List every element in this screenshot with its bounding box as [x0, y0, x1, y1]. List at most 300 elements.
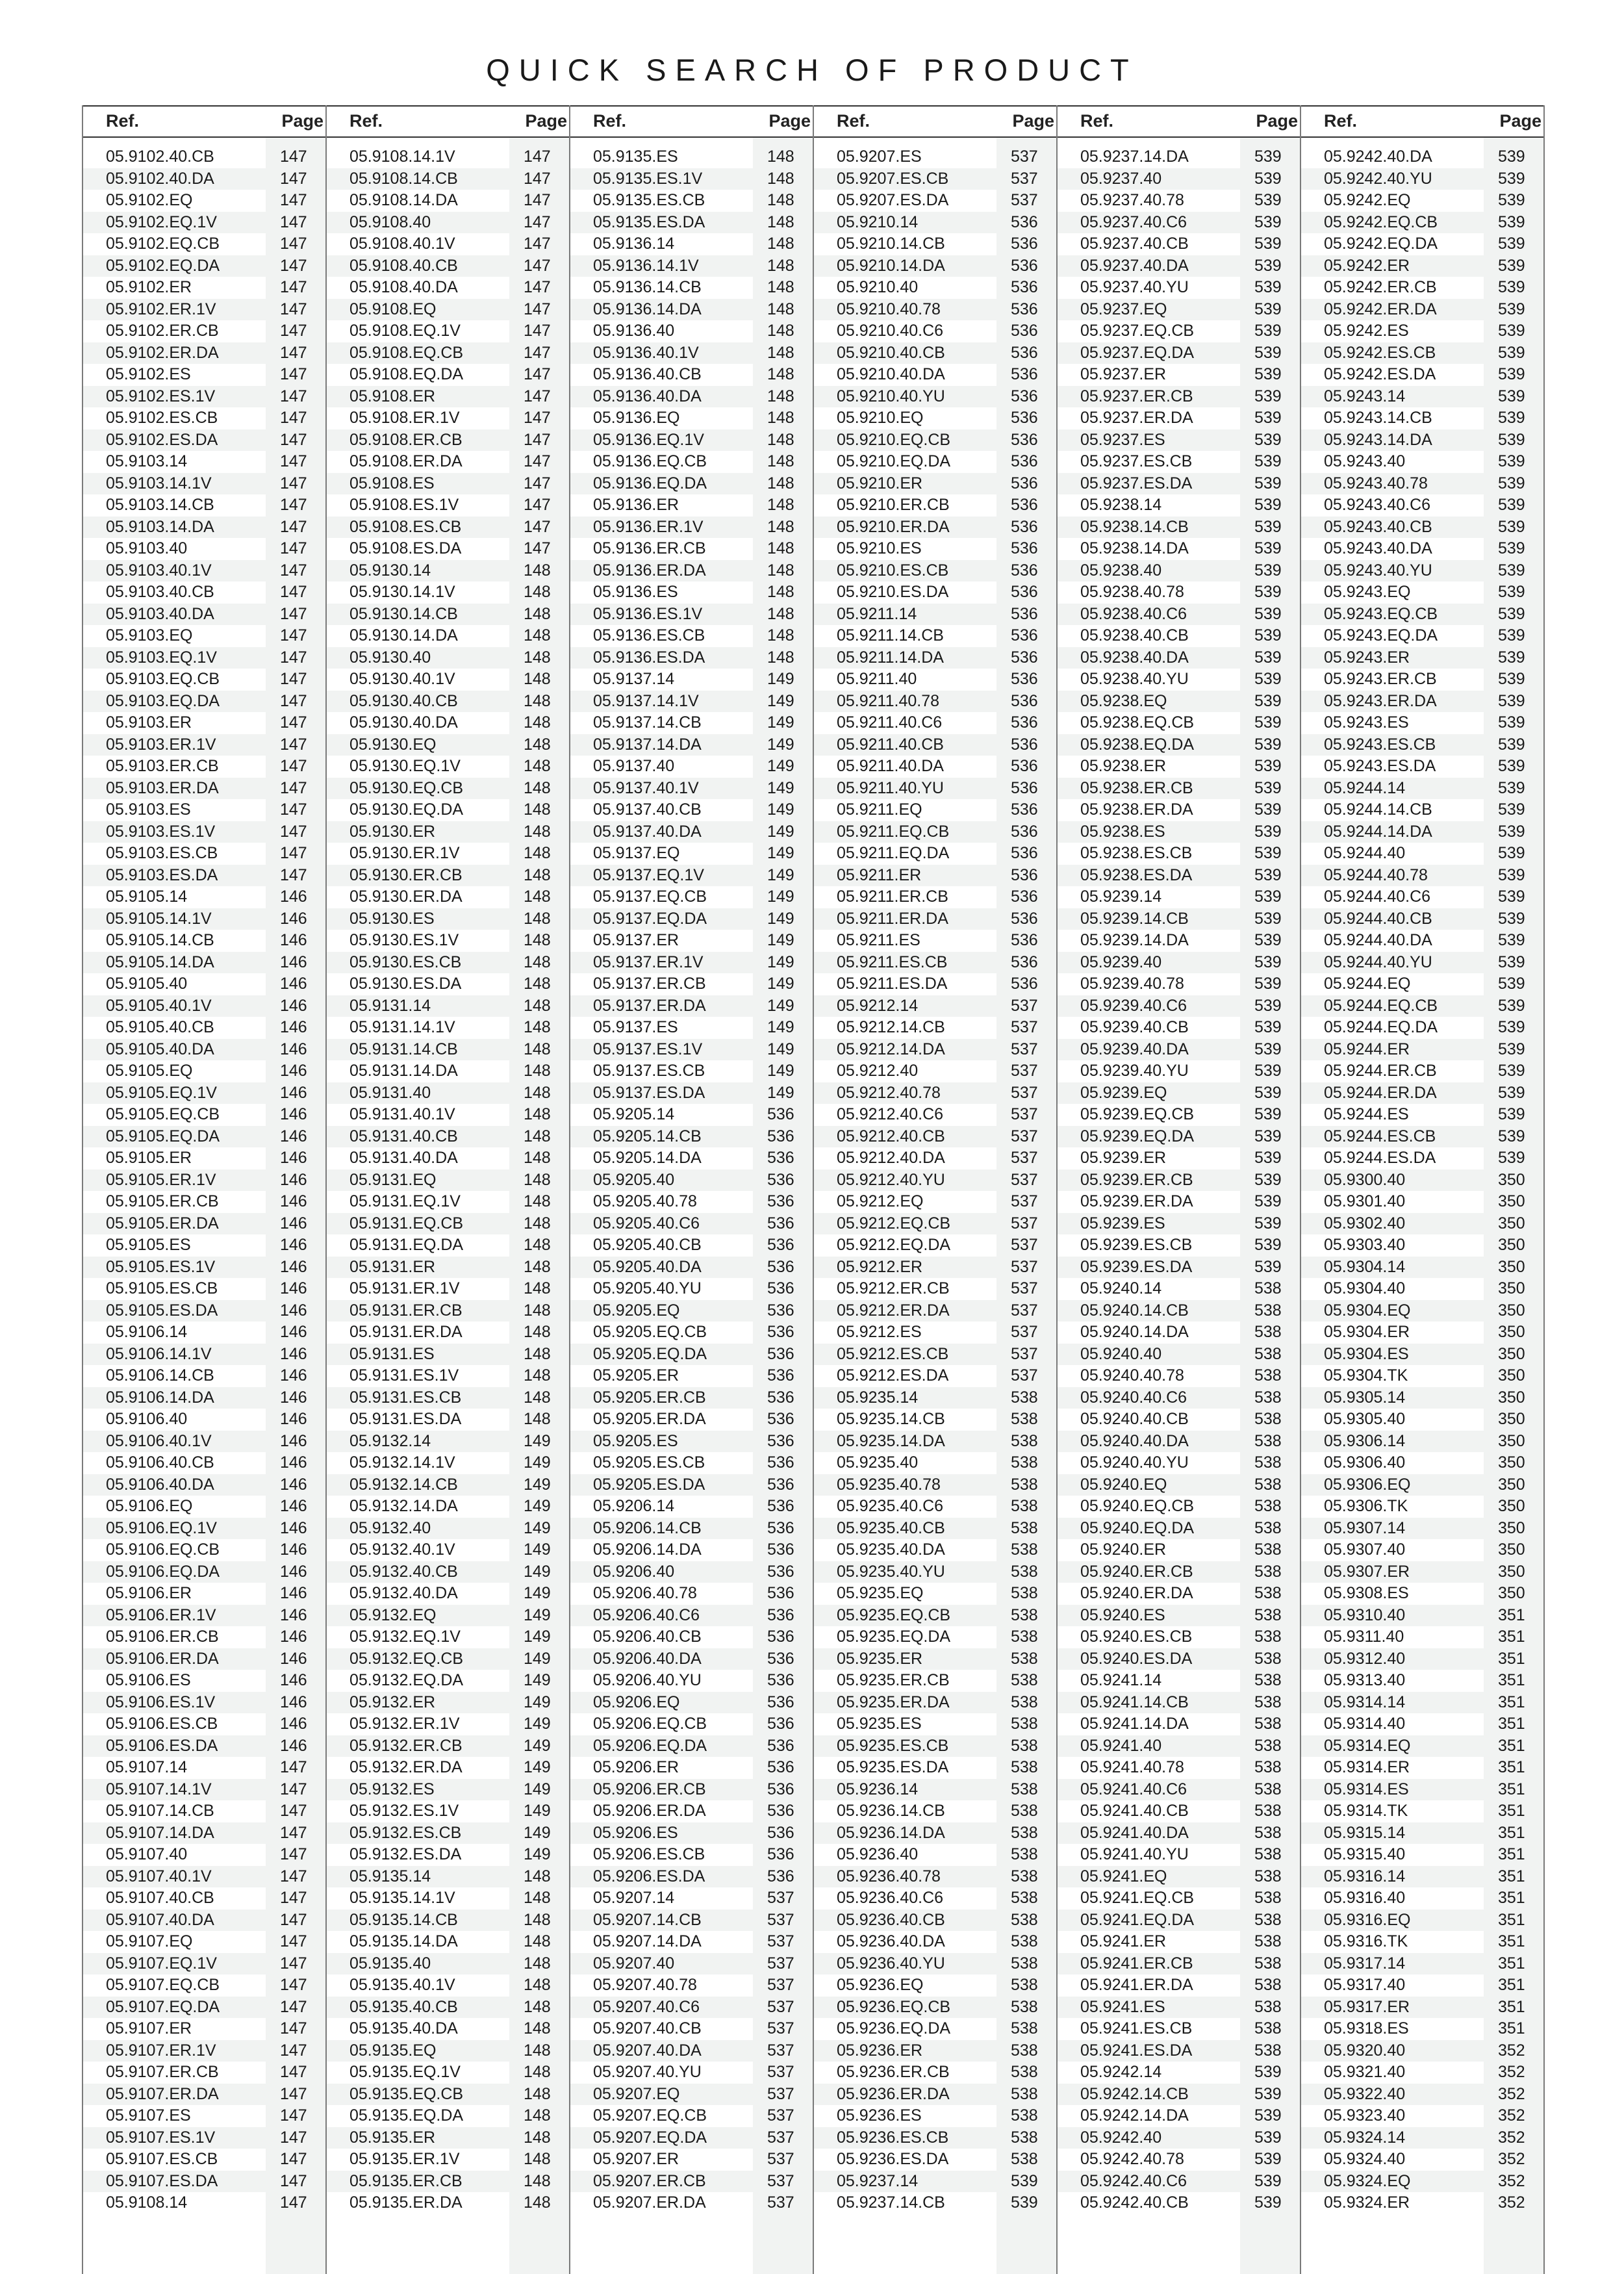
- ref-cell: 05.9106.ES.1V: [106, 1693, 216, 1711]
- page-cell: 539: [1254, 1236, 1282, 1254]
- page-cell: 536: [767, 1388, 794, 1407]
- page-cell: 146: [280, 1671, 307, 1689]
- page-cell: 536: [767, 1105, 794, 1123]
- page-cell: 149: [524, 1802, 551, 1820]
- ref-cell: 05.9241.ER.CB: [1080, 1954, 1193, 1973]
- table-row: [813, 494, 1057, 517]
- page-cell: 536: [767, 1192, 794, 1210]
- ref-cell: 05.9108.14: [106, 2193, 188, 2212]
- ref-cell: 05.9304.14: [1324, 1257, 1406, 1276]
- table-row: [570, 1518, 813, 1540]
- ref-cell: 05.9237.ER: [1080, 365, 1167, 383]
- page-cell: 147: [280, 757, 307, 775]
- page-cell: 147: [280, 2171, 307, 2190]
- table-row: [326, 190, 570, 212]
- ref-cell: 05.9243.40.CB: [1324, 517, 1432, 536]
- page-cell: 146: [280, 1584, 307, 1602]
- table-row: [326, 1104, 570, 1126]
- ref-cell: 05.9239.40: [1080, 952, 1162, 971]
- page-cell: 539: [1254, 561, 1282, 580]
- table-row: [82, 1257, 326, 1279]
- page-cell: 148: [767, 474, 794, 492]
- page-cell: 147: [280, 1954, 307, 1973]
- table-row: [813, 1626, 1057, 1648]
- table-row: [326, 255, 570, 277]
- page-cell: 148: [524, 800, 551, 819]
- table-row: [1300, 1387, 1544, 1409]
- ref-cell: 05.9314.EQ: [1324, 1736, 1411, 1755]
- ref-cell: 05.9108.ER.DA: [349, 452, 463, 470]
- table-row: [813, 407, 1057, 429]
- ref-cell: 05.9312.40: [1324, 1649, 1406, 1668]
- ref-cell: 05.9240.14: [1080, 1279, 1162, 1297]
- page-cell: 149: [524, 1758, 551, 1776]
- table-row: [1057, 756, 1300, 778]
- ref-cell: 05.9212.14.DA: [837, 1040, 945, 1058]
- table-row: [813, 712, 1057, 734]
- table-row: [82, 1060, 326, 1082]
- table-row: [1300, 1822, 1544, 1845]
- page-cell: 538: [1011, 1540, 1038, 1559]
- ref-cell: 05.9210.ES.CB: [837, 561, 949, 580]
- ref-cell: 05.9205.EQ.DA: [593, 1344, 707, 1363]
- table-row: [813, 364, 1057, 386]
- page-cell: 538: [1254, 1802, 1282, 1820]
- table-row: [570, 886, 813, 908]
- table-row: [813, 168, 1057, 190]
- table-row: [1300, 1757, 1544, 1779]
- page-cell: 147: [280, 474, 307, 492]
- table-row: [326, 908, 570, 930]
- page-cell: 148: [524, 1062, 551, 1080]
- page-cell: 149: [524, 1736, 551, 1755]
- column-divider: [1543, 105, 1545, 2274]
- page-cell: 352: [1498, 2084, 1525, 2103]
- page-cell: 147: [280, 2128, 307, 2147]
- page-cell: 536: [1011, 844, 1038, 862]
- table-row: [570, 146, 813, 168]
- table-row: [813, 473, 1057, 495]
- table-row: [1057, 1735, 1300, 1757]
- ref-cell: 05.9136.14.DA: [593, 300, 702, 318]
- page-cell: 539: [1254, 474, 1282, 492]
- ref-cell: 05.9239.ER: [1080, 1149, 1167, 1167]
- ref-cell: 05.9241.40.78: [1080, 1758, 1184, 1776]
- page-cell: 539: [1254, 1040, 1282, 1058]
- table-row: [570, 581, 813, 604]
- ref-cell: 05.9239.EQ.DA: [1080, 1127, 1195, 1145]
- table-row: [82, 2149, 326, 2171]
- ref-cell: 05.9137.40.1V: [593, 778, 699, 797]
- ref-cell: 05.9243.ES.DA: [1324, 757, 1436, 775]
- ref-cell: 05.9206.EQ: [593, 1693, 680, 1711]
- table-row: [1057, 1278, 1300, 1300]
- table-row: [1300, 2062, 1544, 2084]
- table-row: [813, 1910, 1057, 1932]
- page-cell: 350: [1498, 1236, 1525, 1254]
- table-row: [326, 1953, 570, 1975]
- table-row: [82, 952, 326, 974]
- ref-cell: 05.9243.40.DA: [1324, 539, 1432, 557]
- table-row: [82, 1300, 326, 1322]
- ref-cell: 05.9236.EQ.DA: [837, 2019, 951, 2038]
- table-row: [1300, 1431, 1544, 1453]
- ref-cell: 05.9207.14.CB: [593, 1910, 702, 1929]
- ref-cell: 05.9237.40.78: [1080, 191, 1184, 209]
- rows-container: [1057, 146, 1300, 2214]
- table-row: [1057, 168, 1300, 190]
- ref-cell: 05.9106.ER.1V: [106, 1605, 216, 1624]
- table-row: [813, 799, 1057, 821]
- page-cell: 537: [767, 2171, 794, 2190]
- ref-cell: 05.9211.40.DA: [837, 757, 944, 775]
- table-row: [326, 451, 570, 473]
- ref-cell: 05.9242.ER: [1324, 256, 1410, 275]
- page-cell: 147: [280, 2041, 307, 2060]
- page-cell: 539: [1498, 322, 1525, 340]
- ref-cell: 05.9236.14.DA: [837, 1823, 945, 1842]
- page-cell: 538: [1011, 1693, 1038, 1711]
- table-row: [1300, 2171, 1544, 2193]
- ref-cell: 05.9107.40.CB: [106, 1889, 214, 1907]
- page-cell: 147: [280, 713, 307, 732]
- table-row: [326, 625, 570, 647]
- page-cell: 538: [1254, 1584, 1282, 1602]
- page-cell: 148: [524, 648, 551, 667]
- page-cell: 146: [280, 1715, 307, 1733]
- table-row: [570, 2192, 813, 2214]
- ref-cell: 05.9205.ES.DA: [593, 1475, 705, 1494]
- table-row: [1057, 342, 1300, 364]
- ref-cell: 05.9211.40.YU: [837, 778, 944, 797]
- page-cell: 537: [767, 1910, 794, 1929]
- page-cell: 149: [767, 1040, 794, 1058]
- ref-cell: 05.9210.ER.CB: [837, 496, 950, 514]
- page-cell: 149: [767, 888, 794, 906]
- ref-cell: 05.9130.ES.DA: [349, 975, 462, 993]
- page-cell: 148: [767, 169, 794, 188]
- ref-cell: 05.9136.ER.1V: [593, 517, 704, 536]
- table-row: [326, 930, 570, 952]
- ref-cell: 05.9205.EQ: [593, 1301, 680, 1320]
- table-row: [1057, 1431, 1300, 1453]
- page-cell: 147: [524, 474, 551, 492]
- table-row: [570, 407, 813, 429]
- page-cell: 538: [1254, 1431, 1282, 1450]
- ref-cell: 05.9206.40.YU: [593, 1671, 702, 1689]
- table-row: [1300, 494, 1544, 517]
- table-row: [326, 1452, 570, 1474]
- column-divider: [813, 105, 814, 2274]
- ref-cell: 05.9132.EQ.CB: [349, 1649, 464, 1668]
- ref-cell: 05.9136.ES: [593, 583, 678, 601]
- table-row: [82, 799, 326, 821]
- ref-cell: 05.9130.EQ.DA: [349, 800, 464, 819]
- page-cell: 149: [767, 931, 794, 949]
- table-row: [570, 1409, 813, 1431]
- ref-cell: 05.9105.14.1V: [106, 909, 212, 928]
- ref-cell: 05.9107.EQ.CB: [106, 1976, 220, 1994]
- table-row: [326, 429, 570, 452]
- ref-cell: 05.9205.40.CB: [593, 1236, 702, 1254]
- table-row: [82, 1322, 326, 1344]
- ref-cell: 05.9103.EQ.1V: [106, 648, 217, 667]
- ref-cell: 05.9212.EQ.DA: [837, 1236, 951, 1254]
- ref-cell: 05.9135.ES.CB: [593, 191, 705, 209]
- table-row: [570, 1213, 813, 1235]
- table-row: [326, 604, 570, 626]
- table-row: [326, 1779, 570, 1801]
- page-cell: 149: [524, 1540, 551, 1559]
- table-row: [813, 2171, 1057, 2193]
- table-row: [813, 1692, 1057, 1714]
- page-cell: 536: [767, 1279, 794, 1297]
- ref-cell: 05.9244.EQ: [1324, 975, 1411, 993]
- page-cell: 147: [524, 539, 551, 557]
- table-row: [1057, 2171, 1300, 2193]
- table-row: [82, 691, 326, 713]
- page-cell: 146: [280, 1127, 307, 1145]
- ref-cell: 05.9316.14: [1324, 1867, 1406, 1885]
- table-row: [570, 1735, 813, 1757]
- page-cell: 147: [280, 1976, 307, 1994]
- page-cell: 536: [1011, 539, 1038, 557]
- table-row: [326, 1017, 570, 1039]
- page-cell: 351: [1498, 1845, 1525, 1863]
- page-cell: 146: [280, 888, 307, 906]
- table-row: [813, 1974, 1057, 1997]
- ref-cell: 05.9206.EQ.CB: [593, 1715, 707, 1733]
- table-row: [82, 995, 326, 1017]
- ref-cell: 05.9211.EQ.CB: [837, 822, 950, 841]
- page-cell: 147: [524, 212, 551, 231]
- ref-cell: 05.9130.40.DA: [349, 713, 458, 732]
- table-row: [570, 1931, 813, 1953]
- page-cell: 351: [1498, 1802, 1525, 1820]
- table-row: [570, 1648, 813, 1670]
- ref-cell: 05.9130.40.CB: [349, 691, 458, 710]
- table-row: [326, 299, 570, 321]
- table-row: [1300, 2040, 1544, 2062]
- ref-cell: 05.9105.14.DA: [106, 952, 214, 971]
- page-cell: 536: [1011, 278, 1038, 296]
- page-cell: 147: [524, 496, 551, 514]
- ref-cell: 05.9243.ER.CB: [1324, 670, 1437, 688]
- ref-cell: 05.9205.ER.DA: [593, 1410, 706, 1428]
- page-cell: 149: [524, 1628, 551, 1646]
- page-cell: 539: [1254, 2063, 1282, 2081]
- page-cell: 539: [1254, 648, 1282, 667]
- page-title: QUICK SEARCH OF PRODUCT: [486, 53, 1138, 87]
- ref-cell: 05.9131.14.DA: [349, 1062, 458, 1080]
- table-row: [1300, 1866, 1544, 1888]
- ref-cell: 05.9210.40.78: [837, 300, 941, 318]
- index-column-3: [570, 105, 813, 2274]
- ref-cell: 05.9130.ER.1V: [349, 844, 460, 862]
- table-row: [82, 451, 326, 473]
- ref-cell: 05.9240.ER.DA: [1080, 1584, 1193, 1602]
- ref-cell: 05.9106.40.DA: [106, 1475, 214, 1494]
- table-row: [82, 1713, 326, 1735]
- table-row: [326, 1518, 570, 1540]
- table-row: [570, 1953, 813, 1975]
- ref-cell: 05.9130.ER.CB: [349, 865, 463, 884]
- table-row: [326, 1822, 570, 1845]
- page-cell: 539: [1498, 865, 1525, 884]
- table-row: [82, 1800, 326, 1822]
- page-cell: 148: [767, 452, 794, 470]
- page-cell: 146: [280, 1279, 307, 1297]
- ref-cell: 05.9130.EQ.CB: [349, 778, 464, 797]
- ref-cell: 05.9103.EQ.DA: [106, 691, 220, 710]
- page-cell: 539: [1498, 713, 1525, 732]
- table-row: [570, 2040, 813, 2062]
- table-row: [570, 233, 813, 255]
- page-cell: 147: [280, 1997, 307, 2016]
- ref-cell: 05.9210.40.C6: [837, 322, 944, 340]
- ref-cell: 05.9211.40.CB: [837, 735, 944, 754]
- table-row: [813, 1452, 1057, 1474]
- page-cell: 148: [767, 517, 794, 536]
- ref-cell: 05.9132.ES: [349, 1780, 435, 1798]
- ref-cell: 05.9242.40: [1080, 2128, 1162, 2147]
- ref-cell: 05.9242.14: [1080, 2063, 1162, 2081]
- column-header: [82, 105, 326, 138]
- page-cell: 148: [524, 2041, 551, 2060]
- ref-cell: 05.9239.14.CB: [1080, 909, 1189, 928]
- table-row: [326, 1126, 570, 1148]
- ref-cell: 05.9244.40.YU: [1324, 952, 1432, 971]
- table-row: [1300, 1257, 1544, 1279]
- page-cell: 539: [1254, 343, 1282, 362]
- ref-cell: 05.9103.40: [106, 539, 188, 557]
- table-row: [813, 1496, 1057, 1518]
- page-cell: 149: [524, 1715, 551, 1733]
- table-row: [326, 1539, 570, 1561]
- ref-cell: 05.9137.EQ: [593, 844, 680, 862]
- table-row: [813, 734, 1057, 756]
- page-cell: 539: [1498, 517, 1525, 536]
- table-row: [1300, 473, 1544, 495]
- ref-cell: 05.9206.ER.CB: [593, 1780, 706, 1798]
- page-cell: 147: [280, 169, 307, 188]
- table-row: [326, 1931, 570, 1953]
- table-row: [1300, 734, 1544, 756]
- page-cell: 538: [1011, 1802, 1038, 1820]
- ref-cell: 05.9132.40: [349, 1518, 431, 1537]
- page-cell: 536: [1011, 256, 1038, 275]
- ref-cell: 05.9236.40.CB: [837, 1910, 945, 1929]
- page-cell: 147: [280, 496, 307, 514]
- ref-cell: 05.9135.40.CB: [349, 1997, 458, 2016]
- page-cell: 538: [1011, 1910, 1038, 1929]
- page-cell: 351: [1498, 1605, 1525, 1624]
- table-row: [82, 1822, 326, 1845]
- table-row: [570, 821, 813, 843]
- page-cell: 147: [280, 2193, 307, 2212]
- ref-cell: 05.9207.ER.CB: [593, 2171, 706, 2190]
- table-row: [82, 1583, 326, 1605]
- ref-cell: 05.9105.ES.DA: [106, 1301, 218, 1320]
- page-cell: 148: [767, 365, 794, 383]
- table-row: [1300, 1713, 1544, 1735]
- table-row: [1057, 146, 1300, 168]
- table-row: [1057, 1866, 1300, 1888]
- table-row: [1300, 2127, 1544, 2149]
- page-cell: 146: [280, 1410, 307, 1428]
- page-cell: 536: [1011, 888, 1038, 906]
- ref-cell: 05.9243.EQ.DA: [1324, 626, 1438, 645]
- page-cell: 539: [1254, 517, 1282, 536]
- ref-cell: 05.9103.ES.CB: [106, 844, 218, 862]
- ref-cell: 05.9212.ER.DA: [837, 1301, 950, 1320]
- table-row: [813, 973, 1057, 995]
- table-row: [326, 1605, 570, 1627]
- table-row: [1300, 407, 1544, 429]
- ref-cell: 05.9105.14.CB: [106, 931, 214, 949]
- ref-cell: 05.9243.14: [1324, 387, 1406, 405]
- table-row: [1057, 952, 1300, 974]
- page-cell: 149: [767, 757, 794, 775]
- page-cell: 539: [1498, 822, 1525, 841]
- table-row: [82, 538, 326, 560]
- ref-cell: 05.9137.ES.1V: [593, 1040, 703, 1058]
- page-cell: 536: [1011, 604, 1038, 623]
- page-cell: 538: [1011, 1497, 1038, 1515]
- table-row: [813, 1844, 1057, 1866]
- ref-cell: 05.9315.40: [1324, 1845, 1406, 1863]
- page-cell: 149: [767, 1083, 794, 1102]
- table-row: [1300, 277, 1544, 299]
- page-cell: 350: [1498, 1475, 1525, 1494]
- table-row: [1057, 712, 1300, 734]
- ref-cell: 05.9108.ER.CB: [349, 430, 463, 449]
- page-cell: 538: [1011, 2128, 1038, 2147]
- page-cell: 148: [524, 888, 551, 906]
- page-cell: 537: [1011, 1018, 1038, 1036]
- ref-cell: 05.9240.40.YU: [1080, 1453, 1189, 1472]
- ref-cell: 05.9241.EQ: [1080, 1867, 1167, 1885]
- page-cell: 147: [280, 1889, 307, 1907]
- page-cell: 146: [280, 1628, 307, 1646]
- ref-cell: 05.9210.14.DA: [837, 256, 945, 275]
- ref-cell: 05.9242.EQ.DA: [1324, 235, 1438, 253]
- page-cell: 538: [1254, 2041, 1282, 2060]
- table-row: [813, 908, 1057, 930]
- page-cell: 149: [767, 1018, 794, 1036]
- page-cell: 536: [767, 1518, 794, 1537]
- page-cell: 148: [767, 343, 794, 362]
- page-cell: 538: [1254, 1649, 1282, 1668]
- page-cell: 539: [1254, 256, 1282, 275]
- ref-cell: 05.9108.ER.1V: [349, 409, 460, 427]
- table-row: [82, 494, 326, 517]
- ref-cell: 05.9315.14: [1324, 1823, 1406, 1842]
- table-row: [570, 429, 813, 452]
- page-cell: 539: [1254, 191, 1282, 209]
- page-cell: 148: [524, 2171, 551, 2190]
- page-cell: 148: [524, 1040, 551, 1058]
- page-cell: 539: [1498, 365, 1525, 383]
- page-cell: 536: [1011, 735, 1038, 754]
- ref-cell: 05.9212.14.CB: [837, 1018, 945, 1036]
- table-row: [82, 604, 326, 626]
- page-cell: 147: [280, 365, 307, 383]
- table-row: [1057, 1344, 1300, 1366]
- table-row: [1300, 429, 1544, 452]
- page-cell: 149: [767, 1062, 794, 1080]
- table-row: [1057, 973, 1300, 995]
